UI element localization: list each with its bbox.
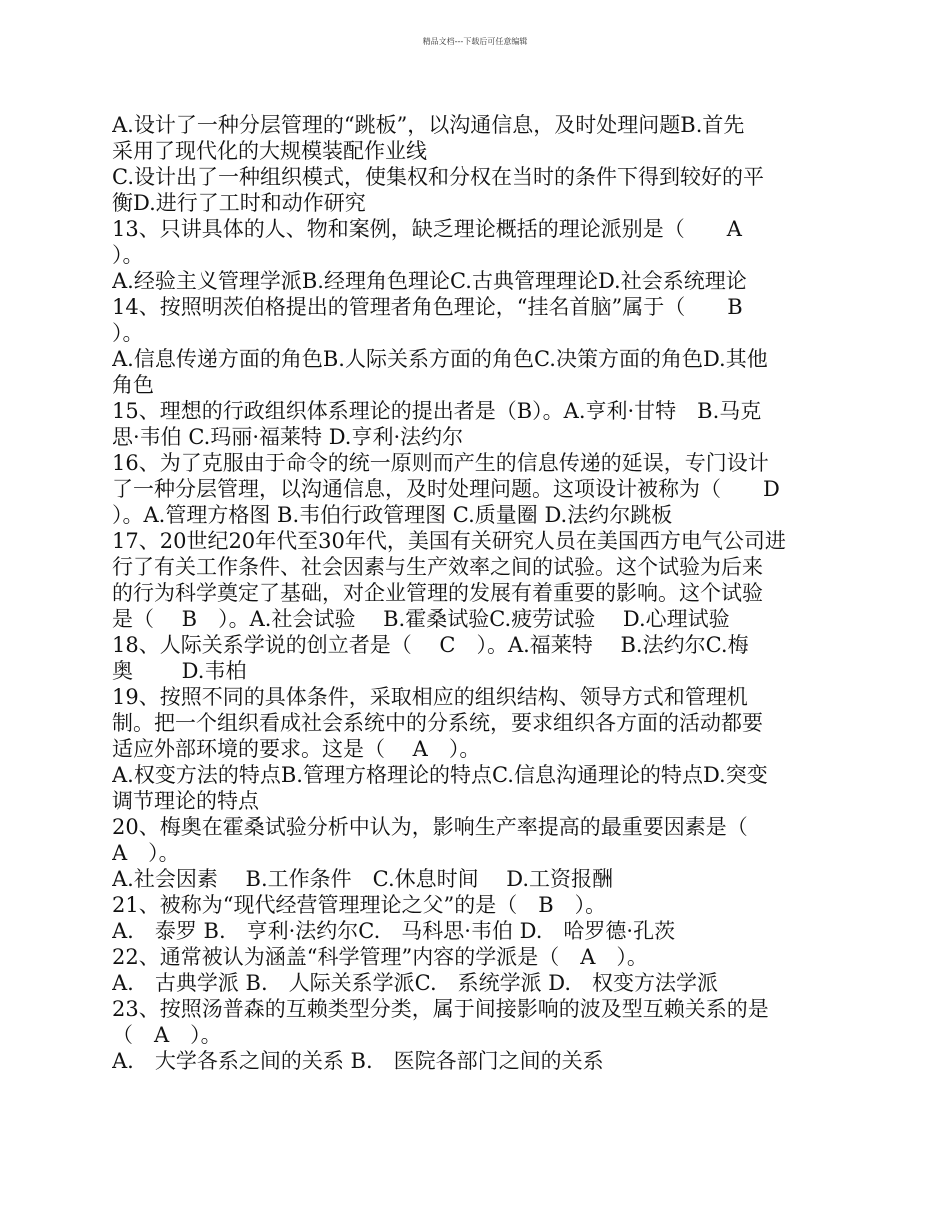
text-line: 角色 <box>112 373 154 397</box>
text-line: A ）。 <box>112 841 180 865</box>
document-body <box>112 112 842 1074</box>
text-line: A. 大学各系之间的关系 B. 医院各部门之间的关系 <box>112 1049 604 1073</box>
text-line: 制。把一个组织看成社会系统中的分系统，要求组织各方面的活动都要 <box>112 711 763 735</box>
text-line: ）。 <box>112 321 144 345</box>
text-line: 思·韦伯 C.玛丽·福莱特 D.亨利·法约尔 <box>112 425 464 449</box>
text-line: A. 古典学派 B. 人际关系学派C. 系统学派 D. 权变方法学派 <box>112 971 719 995</box>
text-line: 了一种分层管理，以沟通信息，及时处理问题。这项设计被称为（ D <box>112 477 780 501</box>
text-line: A.社会因素 B.工作条件 C.休息时间 D.工资报酬 <box>112 867 614 891</box>
text-line: 21、被称为“现代经营管理理论之父”的是（ B ）。 <box>112 893 607 917</box>
text-line: 13、只讲具体的人、物和案例，缺乏理论概括的理论派别是（ A <box>112 217 742 241</box>
text-line: 18、人际关系学说的创立者是（ C ）。A.福莱特 B.法约尔C.梅 <box>112 633 749 657</box>
text-line: 20、梅奥在霍桑试验分析中认为，影响生产率提高的最重要因素是（ <box>112 815 748 839</box>
text-line: ）。 <box>112 243 144 267</box>
text-line: 奥 D.韦柏 <box>112 659 247 683</box>
text-line: A. 泰罗 B. 亨利·法约尔C. 马科思·韦伯 D. 哈罗德·孔茨 <box>112 919 676 943</box>
text-line: 17、20世纪20年代至30年代，美国有关研究人员在美国西方电气公司进 <box>112 529 786 553</box>
text-line: 行了有关工作条件、社会因素与生产效率之间的试验。这个试验为后来 <box>112 555 763 579</box>
text-line: A.权变方法的特点B.管理方格理论的特点C.信息沟通理论的特点D.突变 <box>112 763 768 787</box>
text-line: A.设计了一种分层管理的“跳板”，以沟通信息，及时处理问题B.首先 <box>112 113 745 137</box>
text-line: 15、理想的行政组织体系理论的提出者是（B）。A.亨利·甘特 B.马克 <box>112 399 762 423</box>
page-header: 精品文档---下载后可任意编辑 <box>422 37 528 46</box>
text-line: 14、按照明茨伯格提出的管理者角色理论，“挂名首脑”属于（ B <box>112 295 743 319</box>
text-line: 23、按照汤普森的互赖类型分类，属于间接影响的波及型互赖关系的是 <box>112 997 769 1021</box>
text-line: 的行为科学奠定了基础，对企业管理的发展有着重要的影响。这个试验 <box>112 581 763 605</box>
text-line: 适应外部环境的要求。这是（ A ）。 <box>112 737 481 761</box>
text-line: A.经验主义管理学派B.经理角色理论C.古典管理理论D.社会系统理论 <box>112 269 747 293</box>
text-line: ）。A.管理方格图 B.韦伯行政管理图 C.质量圈 D.法约尔跳板 <box>112 503 673 527</box>
text-line: 16、为了克服由于命令的统一原则而产生的信息传递的延误，专门设计 <box>112 451 769 475</box>
text-line: 衡D.进行了工时和动作研究 <box>112 191 366 215</box>
text-line: 22、通常被认为涵盖“科学管理”内容的学派是（ A ）。 <box>112 945 648 969</box>
text-line: 是（ B ）。A.社会试验 B.霍桑试验C.疲劳试验 D.心理试验 <box>112 607 730 631</box>
text-line: 19、按照不同的具体条件，采取相应的组织结构、领导方式和管理机 <box>112 685 748 709</box>
text-line: 调节理论的特点 <box>112 789 259 813</box>
text-line: 采用了现代化的大规模装配作业线 <box>112 139 427 163</box>
text-line: C.设计出了一种组织模式，使集权和分权在当时的条件下得到较好的平 <box>112 165 764 189</box>
text-line: A.信息传递方面的角色B.人际关系方面的角色C.决策方面的角色D.其他 <box>112 347 768 371</box>
text-line: （ A ）。 <box>112 1023 222 1047</box>
